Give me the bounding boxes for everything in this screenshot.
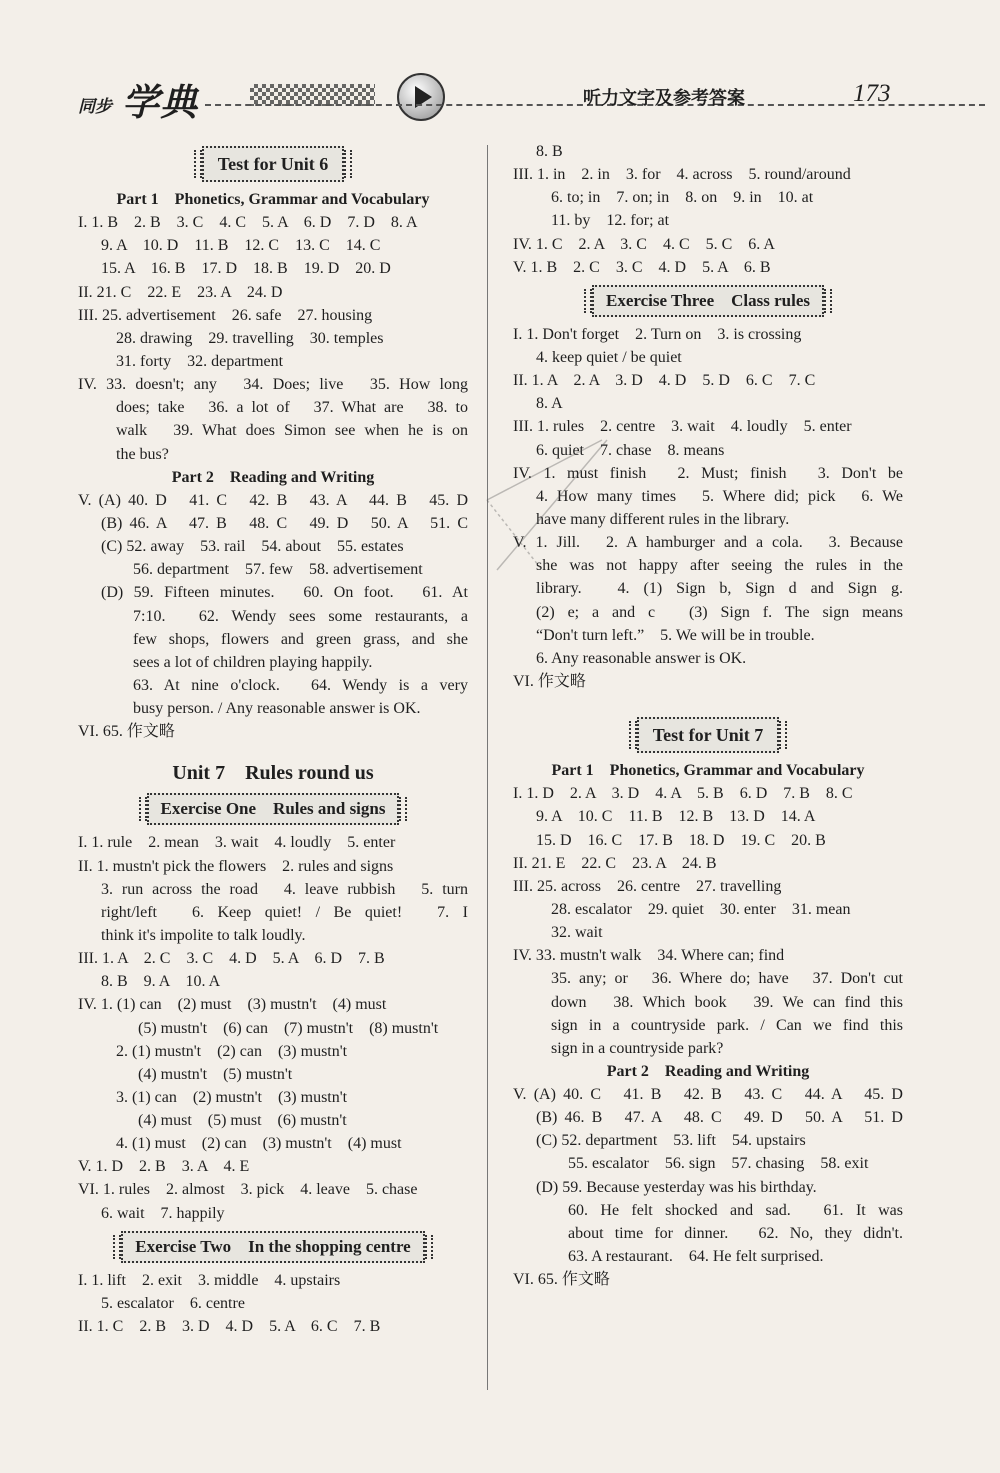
answer-line: I. 1. Don't forget 2. Turn on 3. is crossing — [513, 325, 802, 343]
answer-line: 32. wait — [551, 924, 603, 942]
answer-line: 63. A restaurant. 64. He felt surprised. — [568, 1248, 824, 1266]
answer-line: V. 1. D 2. B 3. A 4. E — [78, 1158, 250, 1176]
answer-line: have many different rules in the library. — [536, 510, 790, 528]
answer-line: (D) 59. Because yesterday was his birthday. — [536, 1178, 817, 1196]
answer-line: 15. A 16. B 17. D 18. B 19. D 20. D — [101, 260, 391, 278]
answer-line: 63. At nine o'clock. 64. Wendy is a very — [133, 676, 468, 694]
answer-line: think it's impolite to talk loudly. — [101, 926, 306, 944]
answer-line: 7:10. 62. Wendy sees some restaurants, a — [133, 607, 468, 625]
answer-line: (4) mustn't (5) mustn't — [138, 1065, 293, 1083]
answer-line: II. 21. C 22. E 23. A 24. D — [78, 283, 283, 301]
answer-line: 31. forty 32. department — [116, 352, 284, 370]
answer-line: III. 1. rules 2. centre 3. wait 4. loudly 5. enter — [513, 418, 852, 436]
spacer — [513, 693, 903, 711]
answer-line: busy person. / Any reasonable answer is OK. — [133, 700, 421, 718]
answer-line: “Don't turn left.” 5. We will be in trouble. — [536, 626, 815, 644]
answer-line: III. 1. A 2. C 3. C 4. D 5. A 6. D 7. B — [78, 950, 385, 968]
answer-line: V. (A) 40. C 41. B 42. B 43. C 44. A 45. D — [513, 1086, 903, 1104]
answer-line: 4. (1) must (2) can (3) mustn't (4) must — [116, 1135, 402, 1153]
answer-line: 6. Any reasonable answer is OK. — [536, 649, 747, 667]
answer-line: 8. B 9. A 10. A — [101, 973, 221, 991]
answer-line: VI. 作文略 — [513, 672, 586, 690]
answer-line: I. 1. lift 2. exit 3. middle 4. upstairs — [78, 1271, 341, 1289]
answer-line: VI. 65. 作文略 — [78, 723, 175, 741]
answer-line: V. (A) 40. D 41. C 42. B 43. A 44. B 45. D — [78, 491, 468, 509]
answer-line: sees a lot of children playing happily. — [133, 653, 373, 671]
answer-line: 8. B — [536, 143, 563, 160]
answer-line: 5. escalator 6. centre — [101, 1294, 245, 1312]
answer-line: IV. 33. doesn't; any 34. Does; live 35. How long — [78, 376, 468, 394]
answer-line: IV. 1. must finish 2. Must; finish 3. Don't be — [513, 464, 903, 482]
answer-line: 15. D 16. C 17. B 18. D 19. C 20. B — [536, 831, 826, 849]
answer-line: III. 25. across 26. centre 27. travelling — [513, 877, 782, 895]
brand-logo-text: 学典 — [122, 81, 198, 124]
answer-line: IV. 1. C 2. A 3. C 4. C 5. C 6. A — [513, 235, 775, 253]
page-number: 173 — [853, 80, 891, 107]
answer-line: 35. any; or 36. Where do; have 37. Don't cut — [551, 970, 903, 988]
answer-line: library. 4. (1) Sign b, Sign d and Sign g. — [536, 580, 903, 598]
page-header — [0, 0, 1000, 130]
answer-line: 8. A — [536, 395, 563, 413]
answer-line: 6. wait 7. happily — [101, 1204, 225, 1222]
answer-line: (C) 52. department 53. lift 54. upstairs — [536, 1132, 806, 1150]
answer-line: 28. escalator 29. quiet 30. enter 31. mean — [551, 900, 851, 918]
answer-line: few shops, flowers and green grass, and she — [133, 630, 468, 648]
answer-line: II. 1. mustn't pick the flowers 2. rules and signs — [78, 857, 394, 875]
section-heading-box: Exercise One Rules and signs — [147, 793, 400, 825]
answer-line: (D) 59. Fifteen minutes. 60. On foot. 61. At — [101, 584, 468, 602]
column-divider — [487, 145, 488, 1390]
answer-line: II. 1. C 2. B 3. D 4. D 5. A 6. C 7. B — [78, 1318, 381, 1336]
answer-line: 11. by 12. for; at — [551, 212, 670, 230]
answer-line: 55. escalator 56. sign 57. chasing 58. exit — [568, 1155, 869, 1173]
answer-line: 4. keep quiet / be quiet — [536, 348, 682, 366]
answer-line: she was not happy after seeing the rules in the — [536, 557, 903, 575]
answer-line: 3. run across the road 4. leave rubbish 5. turn — [101, 880, 468, 898]
answer-line: I. 1. D 2. A 3. D 4. A 5. B 6. D 7. B 8. C — [513, 785, 853, 803]
answer-line: (5) mustn't (6) can (7) mustn't (8) mustn't — [138, 1019, 439, 1037]
header-title: 听力文字及参考答案 — [583, 88, 745, 109]
answer-line: VI. 1. rules 2. almost 3. pick 4. leave 5. chase — [78, 1181, 418, 1199]
answer-line: sign in a countryside park? — [551, 1039, 724, 1057]
answer-line: IV. 33. mustn't walk 34. Where can; find — [513, 947, 785, 965]
answer-line: III. 1. in 2. in 3. for 4. across 5. round/around — [513, 166, 851, 184]
part-heading: Part 1 Phonetics, Grammar and Vocabulary — [551, 762, 865, 780]
answer-line: V. 1. Jill. 2. A hamburger and a cola. 3. Because — [513, 534, 903, 552]
answer-line: 3. (1) can (2) mustn't (3) mustn't — [116, 1088, 348, 1106]
answer-line: does; take 36. a lot of 37. What are 38. to — [116, 399, 468, 417]
brand-small-label: 同步 — [78, 97, 112, 117]
answer-line: 9. A 10. C 11. B 12. B 13. D 14. A — [536, 808, 816, 826]
answer-line: VI. 65. 作文略 — [513, 1271, 610, 1289]
answer-line: 28. drawing 29. travelling 30. temples — [116, 329, 384, 347]
answer-line: V. 1. B 2. C 3. C 4. D 5. A 6. B — [513, 258, 771, 276]
unit-title: Unit 7 Rules round us — [172, 762, 374, 785]
answer-line: (4) must (5) must (6) mustn't — [138, 1112, 347, 1130]
answer-line: (B) 46. A 47. B 48. C 49. D 50. A 51. C — [101, 514, 468, 532]
section-heading-box: Test for Unit 6 — [202, 146, 345, 182]
answer-line: II. 1. A 2. A 3. D 4. D 5. D 6. C 7. C — [513, 372, 816, 390]
part-heading: Part 2 Reading and Writing — [606, 1062, 810, 1080]
part-heading: Part 2 Reading and Writing — [171, 468, 375, 486]
answer-line: right/left 6. Keep quiet! / Be quiet! 7. I — [101, 903, 468, 921]
left-column — [78, 140, 468, 1338]
answer-line: 4. How many times 5. Where did; pick 6. We — [536, 487, 903, 505]
section-heading-box: Exercise Three Class rules — [592, 285, 824, 317]
answer-line: (B) 46. B 47. A 48. C 49. D 50. A 51. D — [536, 1109, 903, 1127]
answer-line: 2. (1) mustn't (2) can (3) mustn't — [116, 1042, 348, 1060]
part-heading: Part 1 Phonetics, Grammar and Vocabulary — [116, 191, 430, 208]
answer-line: 6. to; in 7. on; in 8. on 9. in 10. at — [551, 189, 814, 207]
answer-line: walk 39. What does Simon see when he is on — [116, 422, 468, 440]
answer-line: down 38. Which book 39. We can find this — [551, 993, 903, 1011]
section-heading-box: Exercise Two In the shopping centre — [121, 1231, 424, 1263]
answer-line: the bus? — [116, 445, 169, 463]
answer-line: 56. department 57. few 58. advertisement — [133, 561, 423, 579]
answer-line: III. 25. advertisement 26. safe 27. housing — [78, 306, 373, 324]
right-column — [513, 140, 903, 1291]
answer-line: I. 1. rule 2. mean 3. wait 4. loudly 5. enter — [78, 834, 396, 852]
section-heading-box: Test for Unit 7 — [637, 717, 780, 753]
answer-line: about time for dinner. 62. No, they didn't. — [568, 1224, 903, 1242]
play-icon — [397, 73, 445, 121]
answer-line: (2) e; a and c (3) Sign f. The sign means — [536, 603, 903, 621]
answer-line: IV. 1. (1) can (2) must (3) mustn't (4) must — [78, 996, 387, 1014]
answer-line: II. 21. E 22. C 23. A 24. B — [513, 854, 717, 872]
answer-line: 9. A 10. D 11. B 12. C 13. C 14. C — [101, 237, 381, 255]
answer-line: 6. quiet 7. chase 8. means — [536, 441, 725, 459]
answer-line: sign in a countryside park. / Can we find this — [551, 1016, 903, 1034]
answer-line: 60. He felt shocked and sad. 61. It was — [568, 1201, 903, 1219]
checker-decoration — [250, 84, 375, 106]
answer-line: I. 1. B 2. B 3. C 4. C 5. A 6. D 7. D 8. A — [78, 214, 418, 232]
answer-line: (C) 52. away 53. rail 54. about 55. estates — [101, 538, 404, 556]
